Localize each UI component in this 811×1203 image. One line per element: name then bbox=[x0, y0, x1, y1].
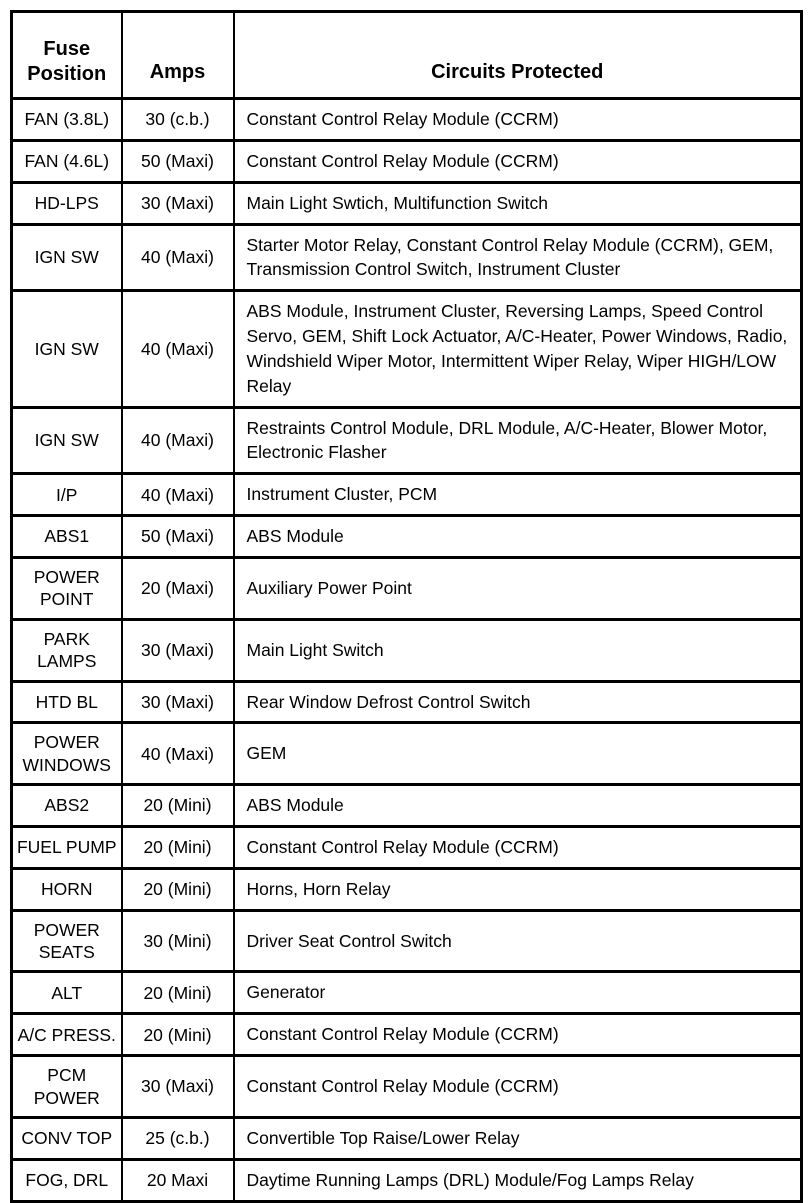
circuits-cell: Constant Control Relay Module (CCRM) bbox=[234, 99, 802, 141]
fuse-position-cell: PCM POWER bbox=[12, 1056, 122, 1118]
table-row bbox=[12, 291, 802, 407]
amps-cell: 20 (Maxi) bbox=[122, 557, 234, 619]
circuits-cell: Generator bbox=[234, 972, 802, 1014]
amps-cell: 20 (Mini) bbox=[122, 827, 234, 869]
table-row bbox=[12, 1056, 802, 1118]
table-row bbox=[12, 407, 802, 474]
fuse-position-cell: A/C PRESS. bbox=[12, 1014, 122, 1056]
amps-cell: 30 (c.b.) bbox=[122, 99, 234, 141]
fuse-position-cell: PARK LAMPS bbox=[12, 619, 122, 681]
fuse-position-cell: IGN SW bbox=[12, 407, 122, 474]
fuse-position-cell: IGN SW bbox=[12, 224, 122, 291]
circuits-cell: Main Light Switch bbox=[234, 619, 802, 681]
circuits-cell: Constant Control Relay Module (CCRM) bbox=[234, 827, 802, 869]
fuse-table bbox=[10, 10, 803, 1203]
fuse-position-cell: ABS2 bbox=[12, 785, 122, 827]
circuits-cell: Driver Seat Control Switch bbox=[234, 910, 802, 972]
amps-cell: 40 (Maxi) bbox=[122, 291, 234, 407]
fuse-position-cell: HTD BL bbox=[12, 681, 122, 723]
fuse-position-cell: IGN SW bbox=[12, 291, 122, 407]
table-row bbox=[12, 182, 802, 224]
fuse-position-cell: POWER WINDOWS bbox=[12, 723, 122, 785]
amps-cell: 40 (Maxi) bbox=[122, 407, 234, 474]
circuits-cell: Daytime Running Lamps (DRL) Module/Fog Lamps Relay bbox=[234, 1159, 802, 1201]
circuits-cell: Rear Window Defrost Control Switch bbox=[234, 681, 802, 723]
circuits-cell: Constant Control Relay Module (CCRM) bbox=[234, 140, 802, 182]
amps-cell: 30 (Maxi) bbox=[122, 1056, 234, 1118]
circuits-cell: Constant Control Relay Module (CCRM) bbox=[234, 1056, 802, 1118]
circuits-cell: Horns, Horn Relay bbox=[234, 868, 802, 910]
amps-cell: 30 (Mini) bbox=[122, 910, 234, 972]
fuse-position-cell: ABS1 bbox=[12, 516, 122, 558]
fuse-position-cell: CONV TOP bbox=[12, 1117, 122, 1159]
amps-cell: 30 (Maxi) bbox=[122, 681, 234, 723]
circuits-cell: ABS Module bbox=[234, 785, 802, 827]
table-row bbox=[12, 910, 802, 972]
table-row bbox=[12, 1117, 802, 1159]
fuse-position-cell: POWER POINT bbox=[12, 557, 122, 619]
amps-cell: 20 (Mini) bbox=[122, 868, 234, 910]
header-circuits-protected: Circuits Protected bbox=[234, 12, 802, 99]
fuse-position-cell: FAN (3.8L) bbox=[12, 99, 122, 141]
table-row bbox=[12, 619, 802, 681]
amps-cell: 40 (Maxi) bbox=[122, 723, 234, 785]
amps-cell: 30 (Maxi) bbox=[122, 619, 234, 681]
table-row bbox=[12, 474, 802, 516]
circuits-cell: Restraints Control Module, DRL Module, A/C-Heater, Blower Motor, Electronic Flasher bbox=[234, 407, 802, 474]
fuse-position-cell: FOG, DRL bbox=[12, 1159, 122, 1201]
circuits-cell: Constant Control Relay Module (CCRM) bbox=[234, 1014, 802, 1056]
header-fuse-position: Fuse Position bbox=[12, 12, 122, 99]
table-row bbox=[12, 224, 802, 291]
circuits-cell: ABS Module bbox=[234, 516, 802, 558]
table-row bbox=[12, 868, 802, 910]
fuse-position-cell: FAN (4.6L) bbox=[12, 140, 122, 182]
circuits-cell: GEM bbox=[234, 723, 802, 785]
header-amps: Amps bbox=[122, 12, 234, 99]
table-row bbox=[12, 516, 802, 558]
amps-cell: 40 (Maxi) bbox=[122, 474, 234, 516]
circuits-cell: Instrument Cluster, PCM bbox=[234, 474, 802, 516]
amps-cell: 20 (Mini) bbox=[122, 1014, 234, 1056]
amps-cell: 20 Maxi bbox=[122, 1159, 234, 1201]
table-row bbox=[12, 1159, 802, 1201]
fuse-position-cell: POWER SEATS bbox=[12, 910, 122, 972]
table-row bbox=[12, 99, 802, 141]
fuse-position-cell: HORN bbox=[12, 868, 122, 910]
circuits-cell: Convertible Top Raise/Lower Relay bbox=[234, 1117, 802, 1159]
amps-cell: 50 (Maxi) bbox=[122, 516, 234, 558]
table-row bbox=[12, 827, 802, 869]
table-row bbox=[12, 681, 802, 723]
amps-cell: 25 (c.b.) bbox=[122, 1117, 234, 1159]
table-row bbox=[12, 723, 802, 785]
amps-cell: 50 (Maxi) bbox=[122, 140, 234, 182]
circuits-cell: Starter Motor Relay, Constant Control Relay Module (CCRM), GEM, Transmission Control Switch, Instrument Cluster bbox=[234, 224, 802, 291]
table-row bbox=[12, 785, 802, 827]
fuse-position-cell: HD-LPS bbox=[12, 182, 122, 224]
table-row bbox=[12, 1014, 802, 1056]
amps-cell: 30 (Maxi) bbox=[122, 182, 234, 224]
table-row bbox=[12, 972, 802, 1014]
table-row bbox=[12, 140, 802, 182]
table-row bbox=[12, 557, 802, 619]
circuits-cell: Main Light Swtich, Multifunction Switch bbox=[234, 182, 802, 224]
fuse-position-cell: FUEL PUMP bbox=[12, 827, 122, 869]
amps-cell: 20 (Mini) bbox=[122, 972, 234, 1014]
circuits-cell: ABS Module, Instrument Cluster, Reversing Lamps, Speed Control Servo, GEM, Shift Lock Actuator, A/C-Heater, Power Windows, Radio, Windshield Wiper Motor, Intermittent Wiper Relay, Wiper HIGH/LOW Relay bbox=[234, 291, 802, 407]
circuits-cell: Auxiliary Power Point bbox=[234, 557, 802, 619]
fuse-position-cell: I/P bbox=[12, 474, 122, 516]
amps-cell: 40 (Maxi) bbox=[122, 224, 234, 291]
header-row bbox=[12, 12, 802, 99]
amps-cell: 20 (Mini) bbox=[122, 785, 234, 827]
fuse-position-cell: ALT bbox=[12, 972, 122, 1014]
table-body bbox=[12, 99, 802, 1202]
